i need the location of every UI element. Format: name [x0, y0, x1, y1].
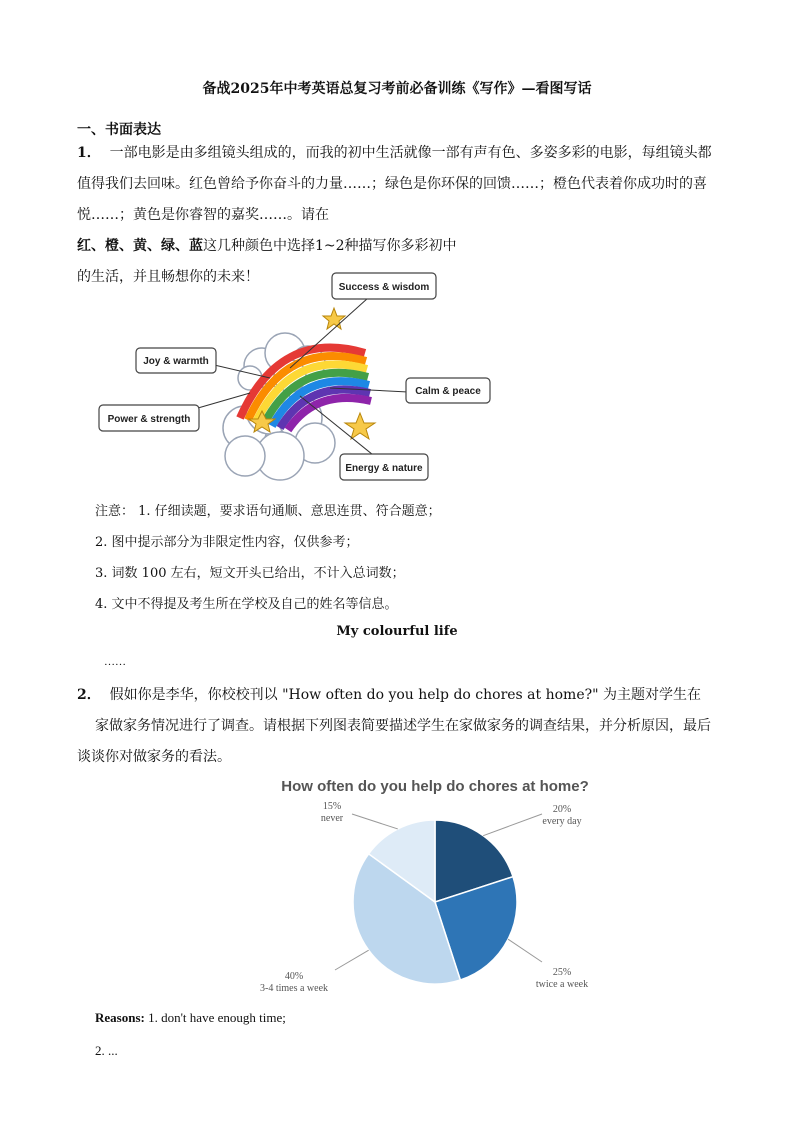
reasons-label: Reasons:: [95, 1010, 145, 1025]
page-title: 备战2025年中考英语总复习考前必备训练《写作》—看图写话: [202, 81, 592, 97]
pie-chart: [259, 772, 610, 1002]
note-2: 2. 图中提示部分为非限定性内容，仅供参考；: [95, 535, 359, 550]
pie-category-label: 3-4 times a week: [259, 983, 329, 994]
note-3: 3. 词数 100 左右，短文开头已给出，不计入总词数；: [95, 566, 405, 581]
reason-2: 2. ...: [95, 1043, 118, 1058]
label-energy-nature: Energy & nature: [345, 463, 423, 474]
label-calm-peace: Calm & peace: [415, 386, 481, 397]
leader-line: [483, 814, 542, 836]
pie-percent-label: 15%: [322, 801, 342, 812]
q1-text-1: 一部电影是由多组镜头组成的，而我的初中生活就像一部有声有色、多姿多彩的电影，每组镜头都: [109, 145, 712, 161]
q2-text-1: 假如你是李华，你校校刊以 "How often do you help do chores at home?" 为主题对学生在: [109, 687, 702, 703]
q2-line-1: [77, 680, 741, 711]
q2-line-2: 家做家务情况进行了调查。请根据下列图表简要描述学生在家做家务的调查结果，并分析原因，最后: [95, 718, 711, 734]
star-icon: [323, 308, 345, 329]
section-heading: 一、书面表达: [77, 122, 161, 138]
q1-text-4: 这几种颜色中选择1~2种描写你多彩初中: [203, 238, 457, 254]
pie-percent-label: 20%: [552, 804, 572, 815]
label-joy-warmth: Joy & warmth: [143, 356, 209, 367]
essay-title: My colourful life: [336, 624, 458, 639]
q1-colors-bold: 红、橙、黄、绿、蓝: [77, 238, 203, 254]
q1-line-4: [77, 231, 741, 262]
q1-line-3: 悦……；黄色是你睿智的嘉奖……。请在: [77, 207, 329, 223]
pie-percent-label: 25%: [552, 967, 572, 978]
pie-category-label: twice a week: [535, 979, 589, 990]
label-power-strength: Power & strength: [107, 414, 191, 425]
pie-percent-label: 40%: [284, 971, 304, 982]
pie-category-label: every day: [542, 816, 582, 827]
essay-ellipsis: ……: [104, 656, 126, 668]
pie-category-label: never: [320, 813, 344, 824]
q2-prompt: [77, 680, 741, 773]
note-1: 注意： 1. 仔细读题，要求语句通顺、意思连贯、符合题意；: [95, 504, 441, 519]
rainbow-diagram: [90, 268, 510, 488]
q1-line-1: [77, 138, 741, 169]
label-success-wisdom: Success & wisdom: [338, 282, 430, 293]
q1-number: 1．: [77, 145, 101, 161]
q1-line-5: 的生活，并且畅想你的未来！: [77, 269, 259, 285]
note-4: 4. 文中不得提及考生所在学校及自己的姓名等信息。: [95, 597, 398, 612]
reasons: [95, 1010, 286, 1026]
leader-line: [508, 939, 542, 962]
leader-line: [335, 950, 369, 970]
star-icon: [345, 413, 375, 439]
leader-line: [352, 814, 398, 829]
chart-title: How often do you help do chores at home?: [281, 778, 589, 795]
q2-number: 2．: [77, 687, 101, 703]
reason-1: 1. don't have enough time;: [148, 1010, 286, 1025]
q2-line-3: 谈谈你对做家务的看法。: [77, 749, 231, 765]
q1-line-2: 值得我们去回味。红色曾给予你奋斗的力量……；绿色是你环保的回馈……；橙色代表着你成功时的喜: [77, 176, 707, 192]
